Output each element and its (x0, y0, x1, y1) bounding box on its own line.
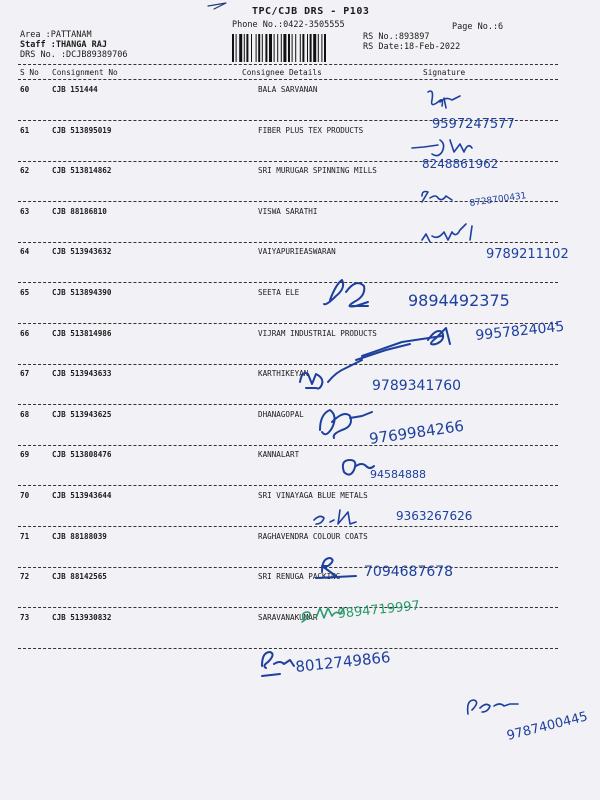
rs-number: RS No.:893897 (363, 32, 430, 42)
row-consignment: CJB 513814986 (52, 329, 112, 338)
report-title: TPC/CJB DRS - P103 (252, 6, 370, 17)
staff: Staff :THANGA RAJ (20, 40, 107, 50)
row-consignee: VISWA SARATHI (258, 207, 318, 216)
phone-62: 8728700431 (469, 191, 528, 209)
phone-61: 8248861962 (422, 157, 499, 171)
row-sno: 64 (20, 247, 30, 256)
row-sno: 68 (20, 410, 30, 419)
row-consignee: DHANAGOPAL (258, 410, 304, 419)
row-sno: 62 (20, 166, 30, 175)
drs-number: DRS No. :DCJB89389706 (20, 50, 128, 60)
phone-65: 9957824045 (474, 318, 566, 344)
row-consignment: CJB 513895019 (52, 126, 112, 135)
phone-68: 94584888 (370, 468, 426, 481)
page-number: Page No.:6 (452, 22, 504, 32)
row-consignee: RAGHAVENDRA COLOUR COATS (258, 532, 368, 541)
phone-66: 9789341760 (372, 378, 462, 394)
row-sno: 69 (20, 450, 30, 459)
row-consignee: KANNALART (258, 450, 300, 459)
row-consignment: CJB 513930832 (52, 613, 112, 622)
phone-69: 9363267626 (396, 509, 473, 523)
row-sno: 65 (20, 288, 30, 297)
row-sno: 70 (20, 491, 30, 500)
row-consignment: CJB 513894390 (52, 288, 112, 297)
row-consignment: CJB 513808476 (52, 450, 112, 459)
row-sno: 73 (20, 613, 30, 622)
row-consignee: SRI MURUGAR SPINNING MILLS (258, 166, 377, 175)
row-sno: 60 (20, 85, 30, 94)
phone-67: 9769984266 (368, 416, 466, 448)
row-sno: 72 (20, 572, 30, 581)
row-consignee: FIBER PLUS TEX PRODUCTS (258, 126, 364, 135)
phone-70: 7094687678 (364, 564, 454, 580)
row-consignee: SRI VINAYAGA BLUE METALS (258, 491, 368, 500)
area: Area :PATTANAM (20, 30, 92, 40)
row-consignment: CJB 151444 (52, 85, 98, 94)
phone-63: 9789211102 (486, 247, 569, 262)
row-sno: 61 (20, 126, 30, 135)
rs-date: RS Date:18-Feb-2022 (363, 42, 461, 52)
row-consignment: CJB 88142565 (52, 572, 107, 581)
row-consignee: SARAVANAKUMAR (258, 613, 318, 622)
row-consignee: VIJRAM INDUSTRIAL PRODUCTS (258, 329, 377, 338)
row-consignment: CJB 88188039 (52, 532, 107, 541)
row-consignee: SRI RENUGA PACKING (258, 572, 341, 581)
col-consignment: Consignment No (52, 68, 118, 77)
row-consignment: CJB 513943633 (52, 369, 112, 378)
phone-72: 8012749866 (294, 648, 392, 676)
phone-73: 9787400445 (505, 709, 590, 744)
phone-60: 9597247577 (432, 117, 515, 132)
row-consignment: CJB 513943644 (52, 491, 112, 500)
row-consignee: BALA SARVANAN (258, 85, 318, 94)
row-sno: 66 (20, 329, 30, 338)
row-consignee: VAIYAPURIEASWARAN (258, 247, 336, 256)
row-consignment: CJB 88186810 (52, 207, 107, 216)
row-sno: 67 (20, 369, 30, 378)
row-sno: 71 (20, 532, 30, 541)
row-consignment: CJB 513943625 (52, 410, 112, 419)
row-consignee: KARTHIKEYAN (258, 369, 309, 378)
col-signature: Signature (423, 68, 466, 77)
col-consignee: Consignee Details (242, 68, 322, 77)
row-consignment: CJB 513814862 (52, 166, 112, 175)
phone-number: Phone No.:0422-3505555 (232, 20, 345, 30)
col-sno: S No (20, 68, 39, 77)
row-consignment: CJB 513943632 (52, 247, 112, 256)
phone-71: 9894719997 (336, 598, 421, 622)
phone-64: 9894492375 (408, 291, 510, 310)
row-consignee: SEETA ELE (258, 288, 300, 297)
row-sno: 63 (20, 207, 30, 216)
